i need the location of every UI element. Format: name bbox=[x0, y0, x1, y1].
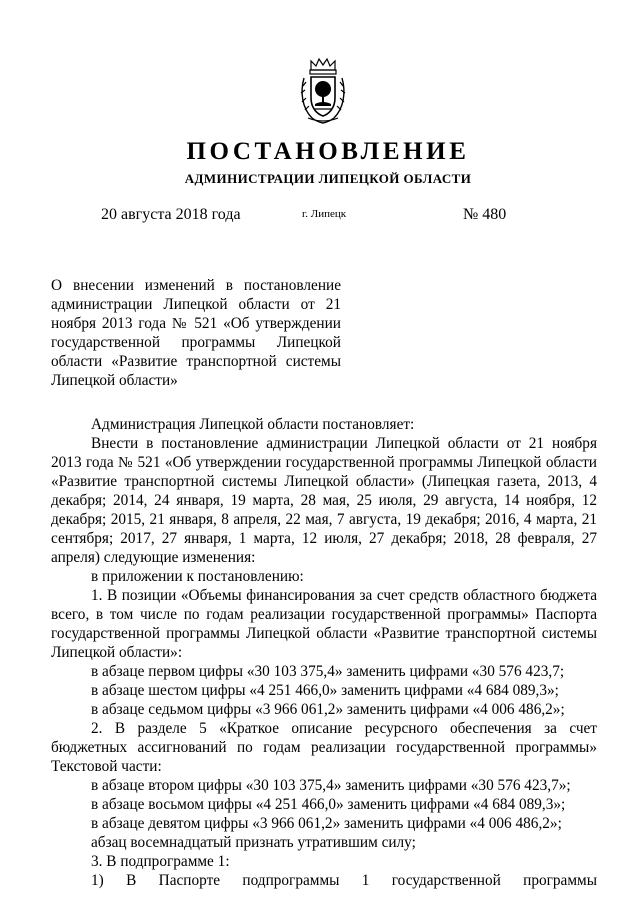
body-paragraph: Администрация Липецкой области постановляет: bbox=[91, 416, 415, 433]
body-paragraph: в абзаце восьмом цифры «4 251 466,0» заменить цифрами «4 684 089,3»; bbox=[91, 796, 566, 813]
body-paragraph: в абзаце шестом цифры «4 251 466,0» заменить цифрами «4 684 089,3»; bbox=[91, 682, 559, 699]
body-paragraph: Внести в постановление администрации Липецкой области от 21 ноября 2013 года № 521 «Об утверждении государственной программы Липецкой области «Развитие транспортной системы Липецкой области» (Липецкая газета, 2013, 4 декабря; 2014, 24 января, 19 марта, 28 мая, 25 июля, 29 августа, 14 ноября, 12 декабря; 2015, 21 января, 8 апреля, 22 мая, 7 августа, 19 декабря; 2016, 4 марта, 21 сентября; 2017, 27 января, 1 марта, 12 июля, 27 декабря; 2018, 28 февраля, 27 апреля) следующие изменения: bbox=[51, 435, 597, 566]
body-paragraph: 1. В позиции «Объемы финансирования за счет средств областного бюджета всего, в том числе по годам реализации государственной программы» Паспорта государственной программы Липецкой области «Развитие транспортной системы Липецкой области»: bbox=[51, 587, 597, 661]
document-place: г. Липецк bbox=[302, 208, 347, 220]
body-paragraph: 1) В Паспорте подпрограммы 1 государственной программы bbox=[91, 872, 597, 889]
body-paragraph: 2. В разделе 5 «Краткое описание ресурсного обеспечения за счет бюджетных ассигнований по годам реализации государственной программы» Текстовой части: bbox=[51, 720, 597, 775]
document-date: 20 августа 2018 года bbox=[101, 206, 241, 223]
body-paragraph: в приложении к постановлению: bbox=[91, 568, 304, 585]
document-body bbox=[51, 415, 597, 890]
document-subject: О внесении изменений в постановление администрации Липецкой области от 21 ноября 2013 года № 521 «Об утверждении государственной программы Липецкой области «Развитие транспортной системы Липецкой области» bbox=[51, 277, 341, 389]
document-number: № 480 bbox=[463, 206, 507, 223]
coat-of-arms-icon bbox=[298, 58, 348, 124]
issuing-authority: АДМИНИСТРАЦИИ ЛИПЕЦКОЙ ОБЛАСТИ bbox=[184, 171, 472, 186]
body-paragraph: абзац восемнадцатый признать утратившим силу; bbox=[91, 834, 416, 851]
body-paragraph: в абзаце первом цифры «30 103 375,4» заменить цифрами «30 576 423,7; bbox=[91, 663, 565, 680]
body-paragraph: в абзаце девятом цифры «3 966 061,2» заменить цифрами «4 006 486,2»; bbox=[91, 815, 562, 832]
document-title: ПОСТАНОВЛЕНИЕ bbox=[186, 138, 470, 165]
body-paragraph: в абзаце втором цифры «30 103 375,4» заменить цифрами «30 576 423,7»; bbox=[91, 777, 571, 794]
body-paragraph: в абзаце седьмом цифры «3 966 061,2» заменить цифрами «4 006 486,2»; bbox=[91, 701, 565, 718]
body-paragraph: 3. В подпрограмме 1: bbox=[91, 853, 230, 870]
